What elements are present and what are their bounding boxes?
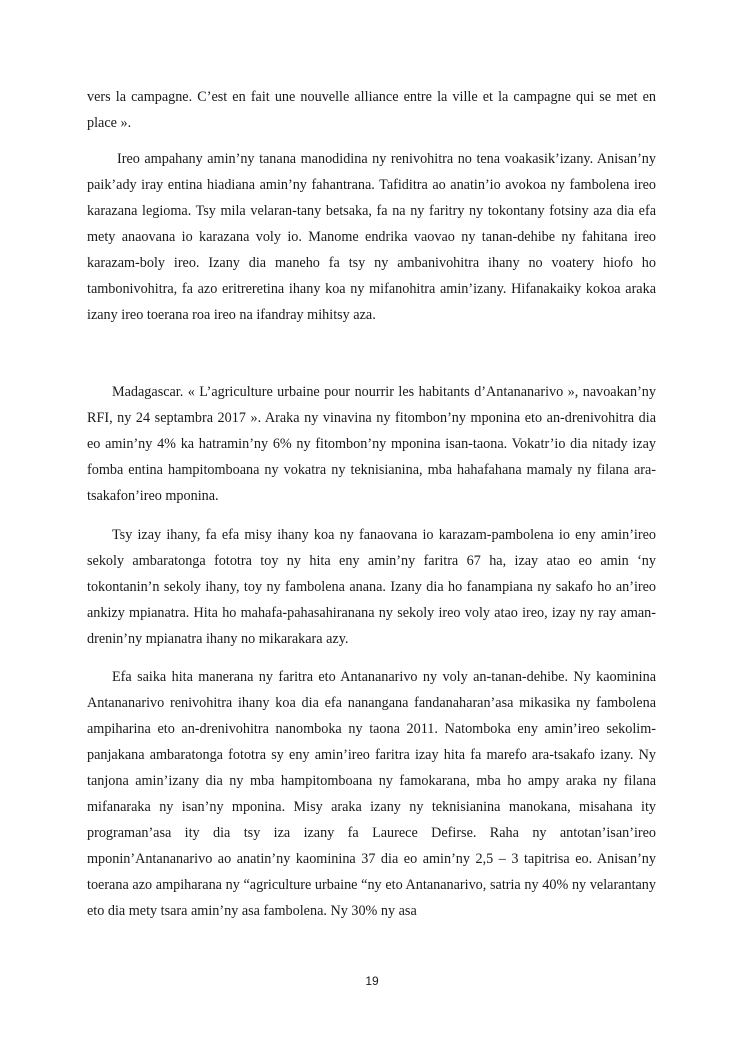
paragraph-schools (87, 522, 656, 652)
paragraph-rfi-source (87, 379, 656, 509)
paragraph-text: Efa saika hita manerana ny faritra eto Antananarivo ny voly an-tanan-dehibe. Ny kaominina Antananarivo renivohitra ihany koa dia efa nanangana fandanaharan’asa mikasika ny fambolena ampiharina eto an-drenivohitra nanomboka ny taona 2011. Natomboka eny amin’ireo sekolim-panjakana ambaratonga fototra sy eny amin’ireo faritra izay hita fa marefo ara-tsakafo izany. Ny tanjona amin’izany dia ny mba hampitomboana ny famokarana, mba ho ampy araka ny filana mifanaraka ny isan’ny mponina. Misy araka izany ny teknisianina manokana, misahana ity programan’asa ity dia tsy iza izany fa Laurece Defirse. Raha ny antotan’isan’ireo mponin’Antananarivo ao anatin’ny kaominina 37 dia eo amin’ny 2,5 – 3 tapitrisa eo. Anisan’ny toerana azo ampiharana ny “agriculture urbaine “ny eto Antananarivo, satria ny 40% ny velarantany eto dia mety tsara amin’ny asa fambolena. Ny 30% ny asa (87, 669, 656, 919)
paragraph-text: Tsy izay ihany, fa efa misy ihany koa ny fanaovana io karazam-pambolena io eny amin’ireo sekoly ambaratonga fototra toy ny hita eny amin’ny faritra 67 ha, izay atao eo amin ‘ny tokontanin’n sekoly ihany, toy ny fambolena anana. Izany dia ho fanampiana ny sakafo ho an’ireo ankizy mpianatra. Hita ho mahafa-pahasahiranana ny sekoly ireo voly atao ireo, izay ny ray aman-drenin’ny mpianatra ihany no mikarakara azy. (87, 527, 656, 647)
paragraph-quote-continuation (87, 84, 656, 136)
paragraph-text: Ireo ampahany amin’ny tanana manodidina ny renivohitra no tena voakasik’izany. Anisan’ny paik’ady iray entina hiadiana amin’ny fahantrana. Tafiditra ao anatin’io avokoa ny fambolena ireo karazana legioma. Tsy mila velaran-tany betsaka, fa na ny faritry ny tokontany fotsiny aza dia efa mety anaovana io karazana voly io. Manome endrika vaovao ny tanan-dehibe ny fahitana ireo karazam-boly ireo. Izany dia maneho fa tsy ny ambanivohitra ihany no voatery hiofo ho tambonivohitra, fa azo eritreretina ihany koa ny mifanohitra amin’izany. Hifanakaiky kokoa araka izany ireo toerana roa ireo na ifandray mihitsy aza. (87, 151, 656, 323)
paragraph-text: vers la campagne. C’est en fait une nouvelle alliance entre la ville et la campagne qui se met en place ». (87, 89, 656, 131)
paragraph-antananarivo-program (87, 664, 656, 924)
paragraph-text: Madagascar. « L’agriculture urbaine pour nourrir les habitants d’Antananarivo », navoakan’ny RFI, ny 24 septambra 2017 ». Araka ny vinavina ny fitombon’ny mponina eto an-drenivohitra dia eo amin’ny 4% ka hatramin’ny 6% ny fitombon’ny mponina isan-taona. Vokatr’io dia nitady izay fomba entina hampitomboana ny vokatra ny teknisianina, mba hahafahana mamaly ny filana ara-tsakafon’ireo mponina. (87, 384, 656, 504)
page-number: 19 (365, 974, 379, 988)
paragraph-urban-agriculture-intro (87, 146, 656, 328)
